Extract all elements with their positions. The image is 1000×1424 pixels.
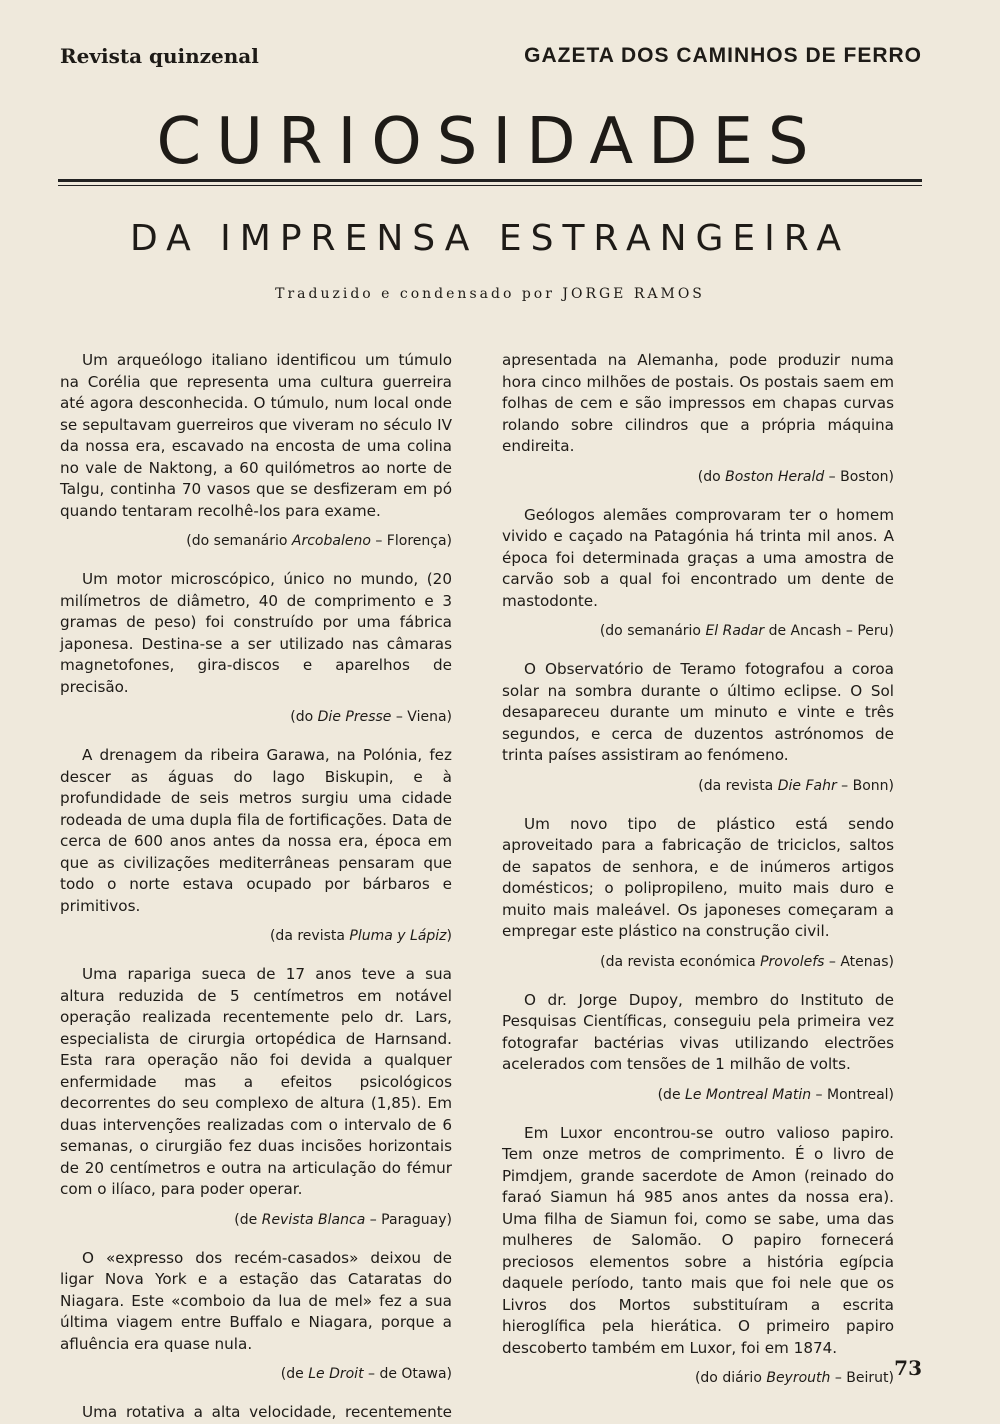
article-source: (da revista económica Provolefs – Atenas) [600, 953, 894, 970]
article-text: Um motor microscópico, único no mundo, (20 milímetros de diâmetro, 40 de comprimento e 3 gramas de peso) foi construído por uma fábrica japonesa. Destina-se a ser utilizado nas câmaras magnetofones, gira-discos e aparelhos de precisão. [60, 570, 452, 696]
article-text: Geólogos alemães comprovaram ter o homem vivido e caçado na Patagónia há trinta mil anos. A época foi determinada graças a uma amostra de carvão sob a qual foi encontrado um dente de mastodonte. [502, 505, 894, 610]
article-text: Em Luxor encontrou-se outro valioso papiro. Tem onze metros de comprimento. É o livro de Pimdjem, grande sacerdote de Amon (reinado do faraó Siamun há 985 anos antes da nossa era). Uma filha de Siamun foi, como se sabe, uma das mulheres de Salomão. O papiro fornecerá preciosos elementos sobre a história egípcia daquele período, tanto mais que foi nele que os Livros dos Mortos substituíram a escrita hieroglífica pela hierática. O primeiro papiro descoberto também em Luxor, foi em 1874. [502, 1123, 894, 1357]
article-source: (da revista Die Fahr – Bonn) [698, 777, 894, 794]
byline: Traduzido e condensado por JORGE RAMOS [275, 286, 705, 302]
article-source: (do Die Presse – Viena) [290, 709, 452, 725]
left-column [60, 350, 452, 1424]
page-title: CURIOSIDADES [156, 105, 824, 179]
article [502, 659, 894, 796]
article-text: A drenagem da ribeira Garawa, na Polónia, fez descer as águas do lago Biskupin, e à profundidade de seis metros surgiu uma cidade rodeada de uma dupla fila de fortificações. Data de cerca de 600 anos antes da nossa era, época em que as civilizações mediterrâneas pensaram que todo o norte estava ocupado por bárbaros e primitivos. [60, 746, 452, 915]
article-text: O dr. Jorge Dupoy, membro do Instituto de Pesquisas Científicas, conseguiu pela primeira vez fotografar bactérias vivas utilizando electrões acelerados com tensões de 1 milhão de volts. [502, 990, 894, 1073]
header-right: GAZETA DOS CAMINHOS DE FERRO [524, 44, 922, 67]
article-text: Um novo tipo de plástico está sendo aproveitado para a fabricação de triciclos, saltos de sapatos de senhora, e de inúmeros artigos domésticos; o polipropileno, muito mais duro e muito mais maleável. Os japoneses começaram a empregar este plástico na construção civil. [502, 814, 894, 940]
article-source: (de Le Droit – de Otawa) [280, 1366, 452, 1382]
article [502, 1123, 894, 1389]
header-left: Revista quinzenal [60, 44, 259, 68]
article [502, 990, 894, 1105]
title-rule-thin [58, 185, 922, 186]
article [60, 569, 452, 727]
article-text: O Observatório de Teramo fotografou a coroa solar na sombra durante o último eclipse. O Sol desapareceu durante um minuto e vinte e três segundos, e cerca de duzentos astrónomos de trinta países assistiram ao fenómeno. [502, 660, 894, 764]
article [60, 1402, 452, 1424]
article-source: (da revista Pluma y Lápiz) [269, 928, 452, 944]
article-source: (do semanário El Radar de Ancash – Peru) [599, 623, 894, 639]
article [60, 1248, 452, 1385]
article-text: O «expresso dos recém-casados» deixou de ligar Nova York e a estação das Cataratas do Niagara. Este «comboio da lua de mel» fez a sua última viagem entre Buffalo e Niagara, porque a afluência era quase nula. [60, 1248, 452, 1353]
article-text: Uma rapariga sueca de 17 anos teve a sua altura reduzida de 5 centímetros em notável operação realizada recentemente pelo dr. Lars, especialista de cirurgia ortopédica de Harnsand. Esta rara operação não foi devida a qualquer enfermidade mas a efeitos psicológicos decorrentes do seu complexo de altura (1,85). Em duas intervenções realizadas com o intervalo de 6 semanas, o cirurgião fez duas incisões horizontais de 20 centímetros e outra na articulação do fémur com o ilíaco, para poder operar. [60, 965, 452, 1198]
right-column [502, 350, 894, 1406]
article-source: (de Revista Blanca – Paraguay) [234, 1211, 452, 1228]
article [502, 814, 894, 972]
article [60, 964, 452, 1230]
article-text: apresentada na Alemanha, pode produzir numa hora cinco milhões de postais. Os postais saem em folhas de cem e são impressos em chapas curvas rolando sobre cilindros que a própria máquina endireita. [502, 351, 894, 455]
article-text: Uma rotativa a alta velocidade, recentemente [82, 1403, 452, 1421]
article [502, 505, 894, 642]
page-subtitle: DA IMPRENSA ESTRANGEIRA [130, 218, 850, 259]
article-source: (de Le Montreal Matin – Montreal) [657, 1086, 894, 1103]
article [60, 745, 452, 946]
page-number: 73 [894, 1356, 922, 1380]
article [60, 350, 452, 551]
article-source: (do diário Beyrouth – Beirut) [694, 1370, 894, 1386]
article [502, 350, 894, 487]
title-rule-thick [58, 179, 922, 182]
article-source: (do semanário Arcobaleno – Florença) [186, 533, 452, 549]
article-text: Um arqueólogo italiano identificou um túmulo na Corélia que representa uma cultura guerreira até agora desconhecida. O túmulo, num local onde se sepultavam guerreiros que viveram no século IV da nossa era, escavado na encosta de uma colina no vale de Naktong, a 60 quilómetros ao norte de Talgu, continha 70 vasos que se desfizeram em pó quando tentaram recolhê-los para exame. [60, 351, 452, 520]
article-source: (do Boston Herald – Boston) [697, 468, 894, 485]
